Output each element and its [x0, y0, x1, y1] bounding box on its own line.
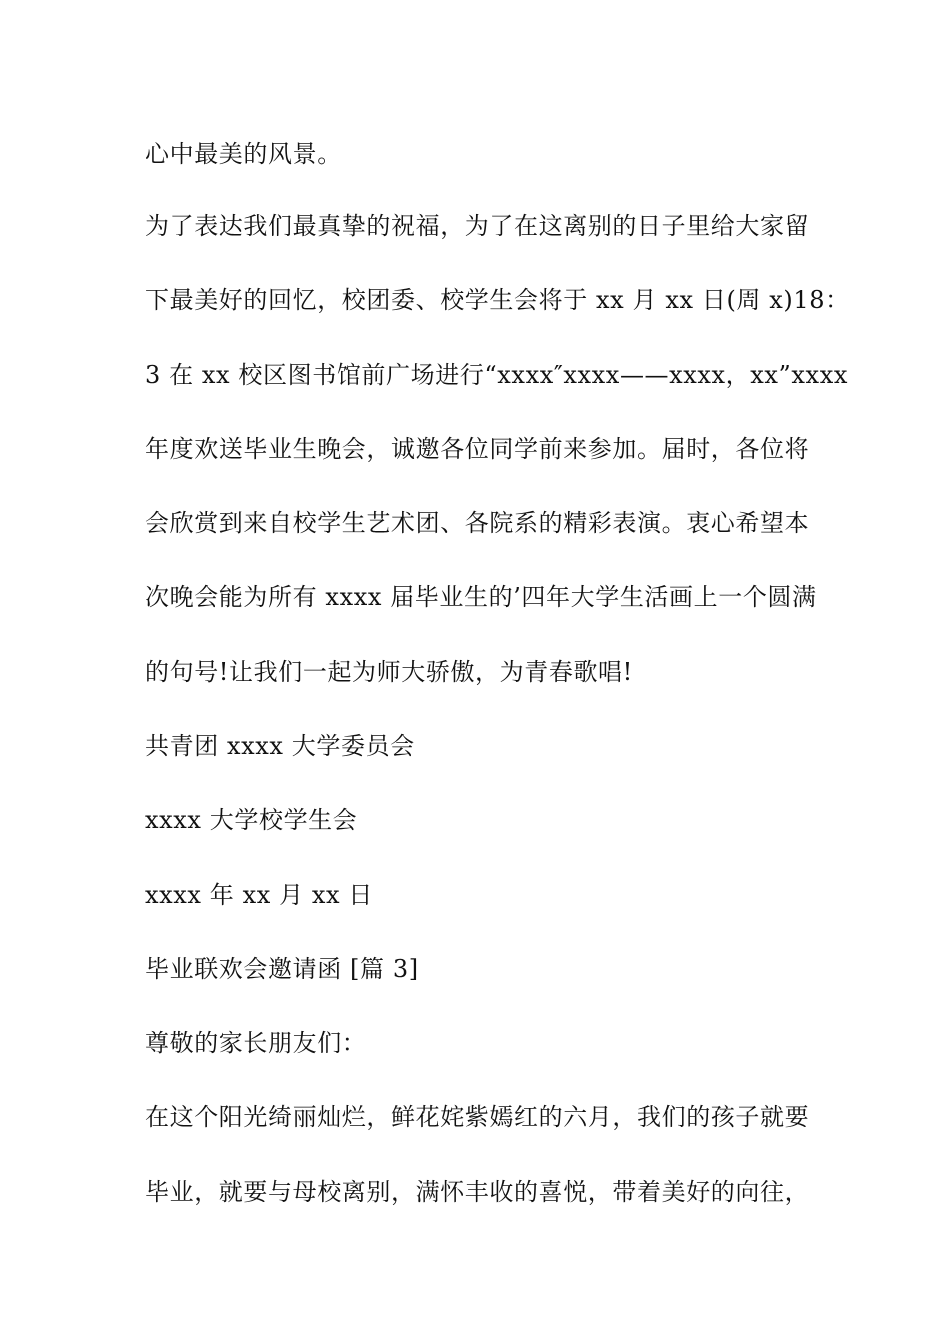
signature-line: 共青团 xxxx 大学委员会: [145, 732, 415, 760]
text-line: 毕业，就要与母校离别，满怀丰收的喜悦，带着美好的向往，: [145, 1178, 810, 1206]
text-line: 心中最美的风景。: [145, 140, 342, 168]
text-line: 年度欢送毕业生晚会，诚邀各位同学前来参加。届时，各位将: [145, 435, 810, 463]
section-title: 毕业联欢会邀请函 [篇 3]: [145, 955, 419, 983]
date-line: xxxx 年 xx 月 xx 日: [145, 881, 374, 909]
text-line: 在这个阳光绮丽灿烂，鲜花姹紫嫣红的六月，我们的孩子就要: [145, 1103, 810, 1131]
text-line: 3 在 xx 校区图书馆前广场进行“xxxx″xxxx——xxxx，xx”xxxx: [145, 361, 848, 389]
text-line: 的句号!让我们一起为师大骄傲，为青春歌唱!: [145, 658, 633, 686]
text-line: 会欣赏到来自校学生艺术团、各院系的精彩表演。衷心希望本: [145, 509, 810, 537]
signature-line: xxxx 大学校学生会: [145, 806, 358, 834]
text-line: 下最美好的回忆，校团委、校学生会将于 xx 月 xx 日(周 x)18：: [145, 286, 850, 314]
salutation: 尊敬的家长朋友们：: [145, 1029, 367, 1057]
text-line: 次晚会能为所有 xxxx 届毕业生的’四年大学生活画上一个圆满: [145, 583, 817, 611]
text-line: 为了表达我们最真挚的祝福，为了在这离别的日子里给大家留: [145, 212, 810, 240]
